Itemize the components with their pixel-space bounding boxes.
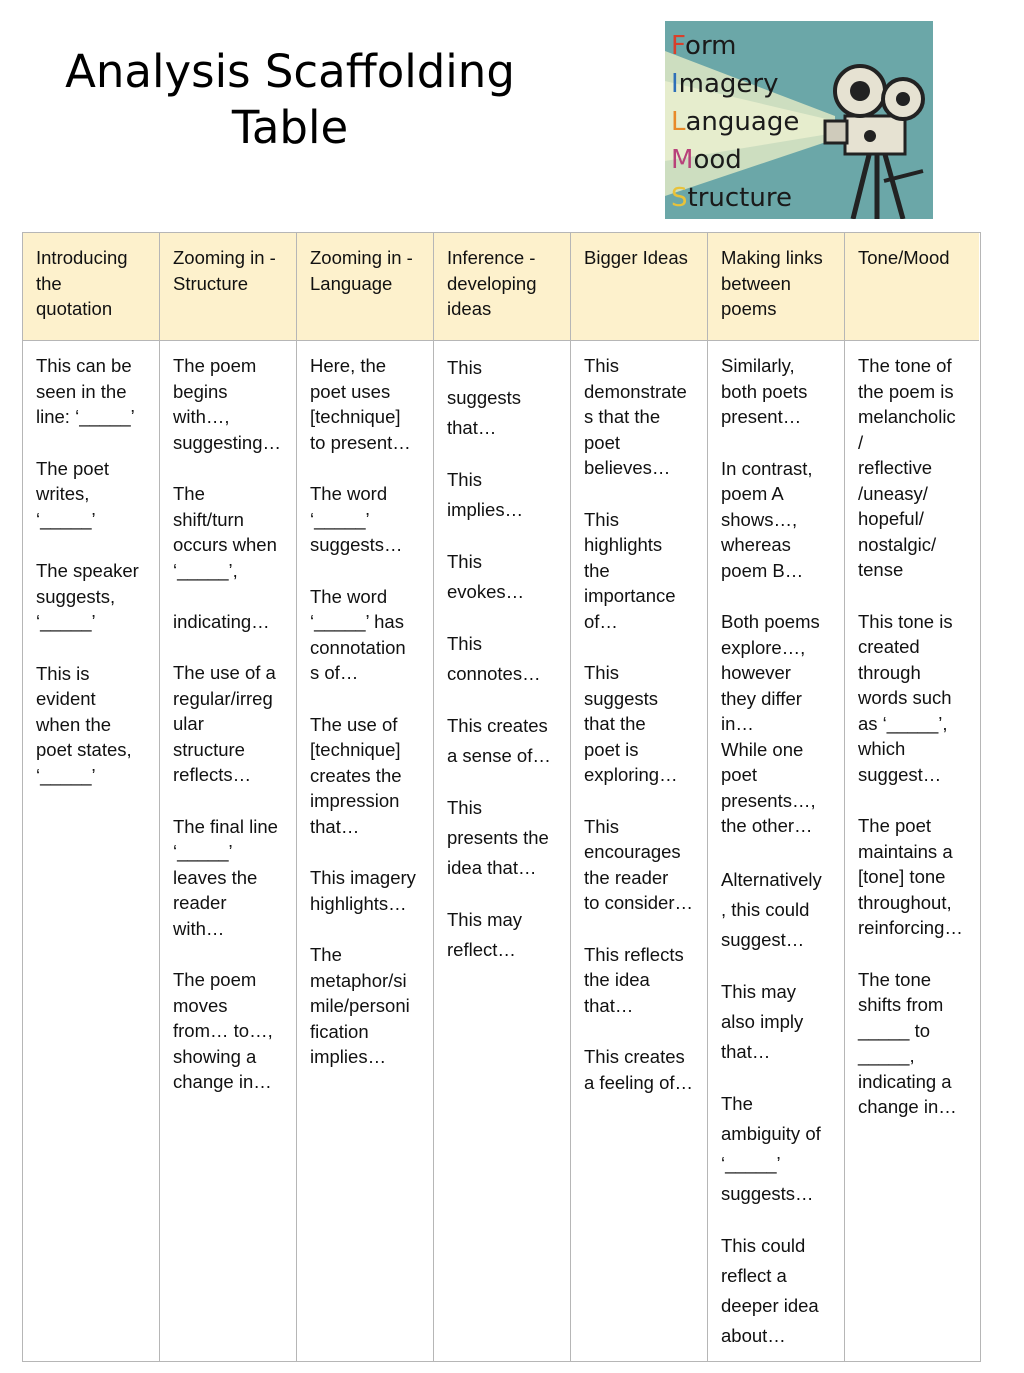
sentence-starter: This encourages the reader to consider… (584, 815, 693, 913)
column-body (845, 341, 979, 1146)
column-header (160, 233, 296, 341)
logo-initial: L (671, 107, 686, 137)
header-label: Inference - developing ideas (447, 247, 537, 319)
column-body (434, 341, 570, 987)
logo-rest: anguage (685, 107, 800, 137)
logo-initial: I (671, 69, 679, 99)
sentence-starter: The metaphor/si mile/personi fication implies… (310, 944, 410, 1067)
sentence-starter: In contrast, poem A shows…, whereas poem B… (721, 457, 813, 581)
page-title (60, 44, 520, 156)
column-header (571, 233, 707, 341)
sentence-starter: This tone is created through words such as ‘_____’, which suggest… (858, 610, 953, 785)
sentence-starter: This reflects the idea that… (584, 943, 684, 1016)
logo-words (671, 27, 799, 217)
column-introducing (23, 233, 160, 1361)
sentence-starter: This is evident when the poet states, ‘_____’ (36, 662, 132, 786)
column-bigger-ideas (571, 233, 708, 1361)
scaffolding-table (22, 232, 981, 1362)
header-label: Zooming in - Language (310, 247, 413, 294)
sentence-starter: This demonstrate s that the poet believes… (584, 355, 687, 478)
sentence-starter: The use of [technique] creates the impression that… (310, 713, 402, 837)
column-structure (160, 233, 297, 1361)
sentence-starter: This evokes… (447, 551, 525, 602)
sentence-starter: The tone shifts from _____ to _____, indicating a change in… (858, 968, 957, 1117)
column-body (571, 341, 707, 1121)
logo-word-structure (671, 179, 799, 217)
sentence-starter: Alternatively , this could suggest… (721, 868, 822, 950)
column-tone-mood (845, 233, 979, 1361)
sentence-starter: This creates a sense of… (447, 715, 551, 766)
column-header (845, 233, 979, 341)
sentence-starter: This imagery highlights… (310, 867, 416, 914)
logo-word-imagery (671, 65, 799, 103)
column-body (708, 341, 844, 1373)
sentence-starter: This creates a feeling of… (584, 1046, 694, 1093)
logo-initial: S (671, 183, 688, 213)
header-label: Making links between poems (721, 247, 823, 319)
column-header (434, 233, 570, 341)
column-header (708, 233, 844, 341)
column-body (160, 341, 296, 1121)
sentence-starter: This may also imply that… (721, 980, 804, 1062)
sentence-starter: This may reflect… (447, 909, 523, 960)
column-body (297, 341, 433, 1096)
sentence-starter: The poem moves from… to…, showing a change in… (173, 969, 273, 1092)
sentence-starter: The tone of the poem is melancholic / reflective /uneasy/ hopeful/ nostalgic/ tense (858, 355, 956, 580)
column-header (297, 233, 433, 341)
sentence-starter: The shift/turn occurs when ‘_____’, indicating… (173, 483, 277, 632)
header-label: Tone/Mood (858, 247, 950, 268)
header-label: Introducing the quotation (36, 247, 128, 319)
logo-rest: magery (678, 69, 779, 99)
title-line-2: Table (231, 101, 349, 154)
sentence-starter: The word ‘_____’ suggests… (310, 483, 403, 555)
sentence-starter: This highlights the importance of… (584, 508, 676, 632)
sentence-starter: This presents the idea that… (447, 797, 549, 878)
column-inference (434, 233, 571, 1361)
sentence-starter: The ambiguity of ‘_____’ suggests… (721, 1092, 821, 1204)
logo-initial: F (671, 31, 686, 61)
column-links (708, 233, 845, 1361)
title-line-1: Analysis Scaffolding (65, 45, 515, 98)
sentence-starter: This can be seen in the line: ‘_____’ (36, 355, 135, 427)
sentence-starter: The poem begins with…, suggesting… (173, 355, 281, 453)
logo-word-form (671, 27, 799, 65)
column-header (23, 233, 159, 341)
sentence-starter: Both poems explore…, however they differ in… While one poet presents…, the other… (721, 611, 820, 836)
header-label: Bigger Ideas (584, 247, 688, 268)
logo-word-language (671, 103, 799, 141)
sentence-starter: The final line ‘_____’ leaves the reader with… (173, 815, 278, 939)
column-body (23, 341, 159, 814)
logo-rest: tructure (687, 183, 792, 213)
sentence-starter: The poet writes, ‘_____’ (36, 457, 110, 530)
sentence-starter: This suggests that the poet is exploring… (584, 662, 678, 785)
logo-rest: orm (685, 31, 737, 61)
logo-word-mood (671, 141, 799, 179)
sentence-starter: The poet maintains a [tone] tone throughout, reinforcing… (858, 815, 963, 938)
sentence-starter: This connotes… (447, 633, 541, 684)
column-language (297, 233, 434, 1361)
sentence-starter: This implies… (447, 469, 524, 520)
sentence-starter: Here, the poet uses [technique] to present… (310, 355, 411, 453)
sentence-starter: The use of a regular/irreg ular structure reflects… (173, 662, 276, 785)
header-label: Zooming in - Structure (173, 247, 276, 294)
film-logo (665, 21, 933, 219)
sentence-starter: The speaker suggests, ‘_____’ (36, 560, 139, 632)
logo-rest: ood (693, 145, 742, 175)
sentence-starter: The word ‘_____’ has connotation s of… (310, 585, 406, 683)
sentence-starter: Similarly, both poets present… (721, 355, 808, 427)
sentence-starter: This suggests that… (447, 357, 522, 438)
logo-initial: M (671, 145, 694, 175)
sentence-starter: This could reflect a deeper idea about… (721, 1234, 819, 1346)
